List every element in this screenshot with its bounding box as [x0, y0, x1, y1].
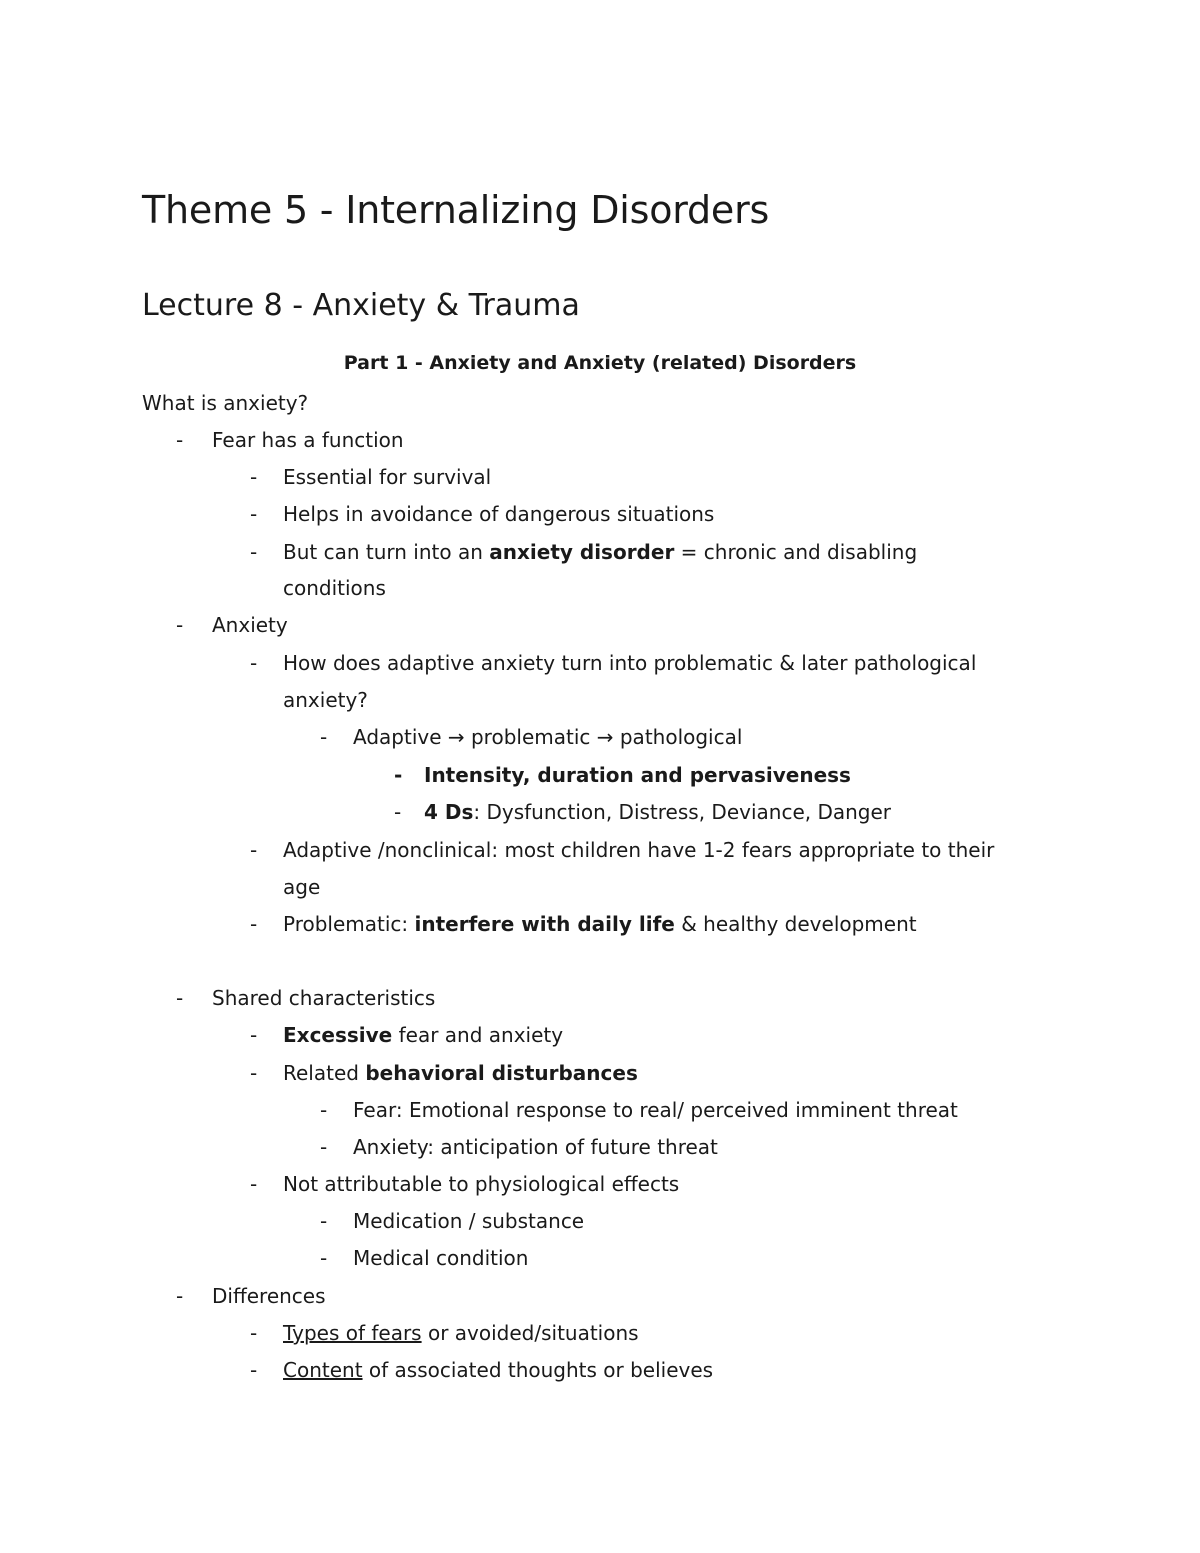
list-item: Fear has a function: [212, 428, 404, 452]
bullet-dash: -: [394, 800, 402, 824]
list-item: [283, 538, 917, 566]
text-run: fear and anxiety: [392, 1023, 564, 1047]
list-item: [283, 1356, 713, 1384]
list-item: [424, 798, 891, 826]
text-run: & healthy development: [674, 912, 917, 936]
text-run: Related: [283, 1061, 366, 1085]
list-item-continuation: age: [283, 875, 321, 899]
list-item: How does adaptive anxiety turn into problematic & later pathological: [283, 651, 977, 675]
list-item: Not attributable to physiological effects: [283, 1172, 680, 1196]
part-heading: Part 1 - Anxiety and Anxiety (related) Disorders: [343, 352, 857, 374]
text-run: or avoided/situations: [421, 1321, 639, 1345]
list-item: Fear: Emotional response to real/ perceived imminent threat: [353, 1098, 958, 1122]
bullet-dash: -: [250, 1321, 258, 1345]
list-item: Medication / substance: [353, 1209, 585, 1233]
list-item: Shared characteristics: [212, 986, 436, 1010]
list-item: Adaptive → problematic → pathological: [353, 725, 743, 749]
bullet-dash: -: [250, 838, 258, 862]
lecture-heading: Lecture 8 - Anxiety & Trauma: [142, 288, 580, 323]
text-run: Problematic:: [283, 912, 415, 936]
bullet-dash: -: [320, 1209, 328, 1233]
bullet-dash: -: [176, 613, 184, 637]
bullet-dash: -: [250, 651, 258, 675]
bullet-dash: -: [250, 465, 258, 489]
bullet-dash: -: [250, 1172, 258, 1196]
list-item: [283, 1319, 639, 1347]
underlined-term: Types of fears: [283, 1321, 422, 1345]
bold-term: Excessive: [283, 1023, 393, 1047]
list-item-continuation: anxiety?: [283, 688, 368, 712]
list-item: Helps in avoidance of dangerous situations: [283, 502, 715, 526]
list-item: Anxiety: anticipation of future threat: [353, 1135, 718, 1159]
bullet-dash: -: [250, 1023, 258, 1047]
bold-term: 4 Ds: [424, 800, 474, 824]
bullet-dash: -: [250, 502, 258, 526]
bullet-dash: -: [250, 1061, 258, 1085]
bullet-dash: -: [320, 725, 328, 749]
text-run: = chronic and disabling: [674, 540, 918, 564]
bullet-dash: -: [176, 986, 184, 1010]
list-item: [283, 1021, 563, 1049]
list-item-continuation: conditions: [283, 576, 386, 600]
bullet-dash: -: [320, 1246, 328, 1270]
bold-term: anxiety disorder: [489, 540, 675, 564]
list-item: [283, 1059, 638, 1087]
bullet-dash: -: [320, 1135, 328, 1159]
bullet-dash: -: [176, 428, 184, 452]
underlined-term: Content: [283, 1358, 363, 1382]
bullet-dash: -: [250, 540, 258, 564]
list-item: [283, 910, 917, 938]
bullet-dash: -: [320, 1098, 328, 1122]
text-run: of associated thoughts or believes: [362, 1358, 714, 1382]
list-item: Anxiety: [212, 613, 288, 637]
list-item: Medical condition: [353, 1246, 529, 1270]
list-item: Essential for survival: [283, 465, 492, 489]
list-item: Adaptive /nonclinical: most children have 1-2 fears appropriate to their: [283, 838, 995, 862]
question-line: What is anxiety?: [142, 391, 309, 415]
bullet-dash: -: [250, 1358, 258, 1382]
list-item: Differences: [212, 1284, 326, 1308]
bold-term: behavioral disturbances: [365, 1061, 638, 1085]
bullet-dash: -: [250, 912, 258, 936]
bullet-dash: -: [176, 1284, 184, 1308]
list-item: Intensity, duration and pervasiveness: [424, 763, 851, 787]
bullet-dash: -: [394, 763, 403, 787]
text-run: : Dysfunction, Distress, Deviance, Danger: [473, 800, 892, 824]
text-run: But can turn into an: [283, 540, 490, 564]
bold-term: interfere with daily life: [414, 912, 675, 936]
theme-title: Theme 5 - Internalizing Disorders: [142, 188, 770, 232]
